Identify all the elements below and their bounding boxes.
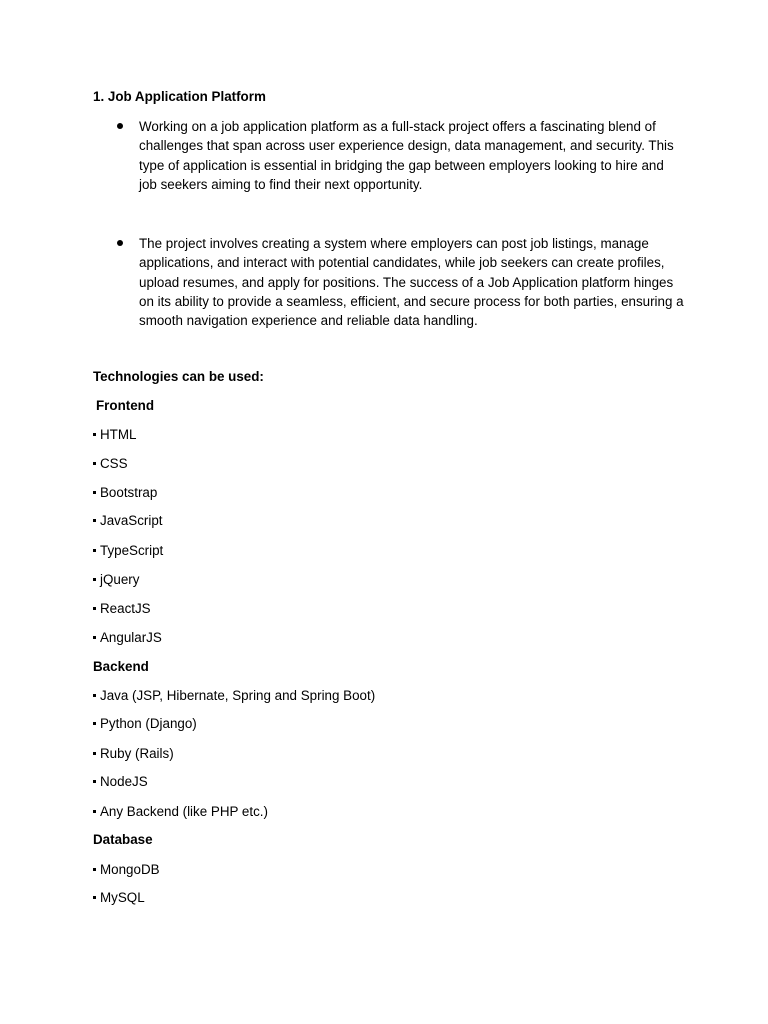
backend-item: Java (JSP, Hibernate, Spring and Spring Boot) — [93, 687, 375, 705]
description-text: Working on a job application platform as a full-stack project offers a fascinating blend of challenges that span across user experience design, data management, and security. This type of application is essential in bridging the gap between employers looking to hire and job seekers aiming to find their next opportunity. — [139, 119, 674, 192]
database-item: MySQL — [93, 889, 145, 907]
backend-item: Any Backend (like PHP etc.) — [93, 803, 268, 821]
backend-item: Python (Django) — [93, 715, 197, 733]
frontend-item: JavaScript — [93, 512, 163, 530]
square-bullet-icon — [93, 868, 96, 871]
square-bullet-icon — [93, 491, 96, 494]
frontend-item: HTML — [93, 426, 136, 444]
square-bullet-icon — [93, 636, 96, 639]
frontend-item: ReactJS — [93, 600, 151, 618]
description-text: The project involves creating a system where employers can post job listings, manage applications, and interact with potential candidates, while job seekers can create profiles, upload resumes, and apply for positions. The success of a Job Application platform hinges on its ability to provide a seamless, efficient, and secure process for both parties, ensuring a smooth navigation experience and reliable data handling. — [139, 236, 684, 329]
square-bullet-icon — [93, 810, 96, 813]
square-bullet-icon — [93, 519, 96, 522]
square-bullet-icon — [93, 722, 96, 725]
square-bullet-icon — [93, 578, 96, 581]
section-heading: 1. Job Application Platform — [93, 89, 266, 104]
square-bullet-icon — [93, 780, 96, 783]
backend-item: NodeJS — [93, 773, 148, 791]
database-item: MongoDB — [93, 861, 160, 879]
bullet-dot-icon — [117, 123, 123, 129]
frontend-item: AngularJS — [93, 629, 162, 647]
square-bullet-icon — [93, 752, 96, 755]
backend-item: Ruby (Rails) — [93, 745, 174, 763]
backend-label: Backend — [93, 659, 149, 674]
frontend-item: jQuery — [93, 571, 139, 589]
square-bullet-icon — [93, 694, 96, 697]
square-bullet-icon — [93, 462, 96, 465]
square-bullet-icon — [93, 896, 96, 899]
square-bullet-icon — [93, 607, 96, 610]
frontend-item: TypeScript — [93, 542, 163, 560]
square-bullet-icon — [93, 549, 96, 552]
database-label: Database — [93, 832, 153, 847]
bullet-dot-icon — [117, 240, 123, 246]
technologies-title: Technologies can be used: — [93, 369, 264, 384]
frontend-item: CSS — [93, 455, 128, 473]
description-bullet — [139, 234, 684, 330]
square-bullet-icon — [93, 433, 96, 436]
frontend-item: Bootstrap — [93, 484, 157, 502]
description-bullet — [139, 117, 684, 194]
frontend-label: Frontend — [96, 398, 155, 413]
